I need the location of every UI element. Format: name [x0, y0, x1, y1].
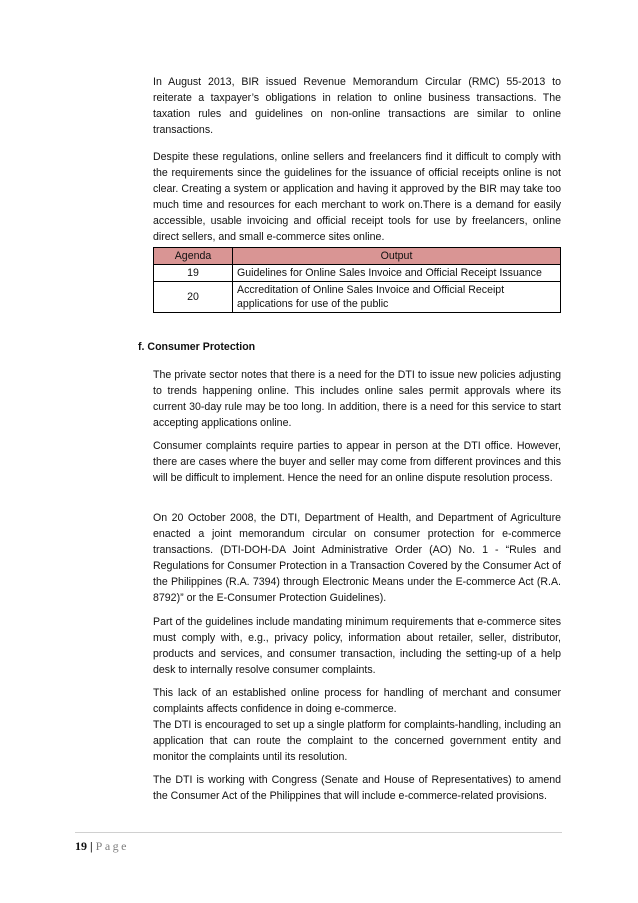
- paragraph-text: This lack of an established online process for handling of merchant and consumer complaints affects confidence in doing e-commerce.: [153, 687, 561, 715]
- paragraph-text: Despite these regulations, online sellers and freelancers find it difficult to comply with the requirements since the guidelines for the issuance of official receipts online is not clear. Creating a system or application and having it approved by the BIR may take too much time and resources for each merchant to work on.There is a demand for easily accessible, usable invoicing and official receipt tools for use by freelancers, online direct sellers, and small e-commerce sites online.: [153, 151, 561, 243]
- paragraph-text: On 20 October 2008, the DTI, Department of Health, and Department of Agriculture enacted a joint memorandum circular on consumer protection for e-commerce transactions. (DTI-DOH-DA Joint Administrative Order (AO) No. 1 - “Rules and Regulations for Consumer Protection in a Transaction Covered by the Consumer Act of the Philippines (R.A. 7394) through Electronic Means under the E-commerce Act (R.A. 8792)” or the E-Consumer Protection Guidelines).: [153, 512, 561, 604]
- output-cell: Guidelines for Online Sales Invoice and Official Receipt Issuance: [233, 265, 561, 282]
- paragraph-consumer-complaints: [153, 438, 561, 486]
- agenda-cell: 19: [154, 265, 233, 282]
- paragraph-private-sector: [153, 367, 561, 431]
- paragraph-text: Consumer complaints require parties to appear in person at the DTI office. However, there are cases where the buyer and seller may come from different provinces and this will be difficult to implement. Hence the need for an online dispute resolution process.: [153, 440, 561, 484]
- table-row: [154, 282, 561, 313]
- paragraph-lack-of-process: [153, 685, 561, 765]
- paragraph-bir-rmc: [153, 74, 561, 138]
- footer-separator: |: [87, 839, 96, 853]
- paragraph-text: Part of the guidelines include mandating minimum requirements that e-commerce sites must comply with, e.g., privacy policy, information about retailer, seller, distributor, products and services, and consumer transaction, including the setting-up of a help desk to internally resolve consumer complaints.: [153, 616, 561, 676]
- header-output: Output: [233, 248, 561, 265]
- paragraph-congress: [153, 772, 561, 804]
- footer-divider: [75, 832, 562, 833]
- agenda-output-table: [153, 247, 561, 313]
- paragraph-text: The private sector notes that there is a need for the DTI to issue new policies adjusting to trends happening online. This includes online sales permit approvals where its current 30-day rule may be too long. In addition, there is a need for this service to start accepting applications online.: [153, 369, 561, 429]
- table-header-row: [154, 248, 561, 265]
- paragraph-joint-memorandum: [153, 510, 561, 606]
- paragraph-text: In August 2013, BIR issued Revenue Memorandum Circular (RMC) 55-2013 to reiterate a taxpayer’s obligations in relation to online business transactions. The taxation rules and guidelines on non-online transactions are similar to online transactions.: [153, 76, 561, 136]
- output-cell: Accreditation of Online Sales Invoice and Official Receipt applications for use of the public: [233, 282, 561, 313]
- paragraph-text: The DTI is encouraged to set up a single platform for complaints-handling, including an application that can route the complaint to the concerned government entity and monitor the complaints until its resolution.: [153, 719, 561, 763]
- page-footer: [75, 838, 129, 854]
- paragraph-compliance-difficulty: [153, 149, 561, 245]
- agenda-cell: 20: [154, 282, 233, 313]
- section-heading-consumer-protection: f. Consumer Protection: [138, 341, 256, 353]
- page-number: 19: [75, 839, 87, 853]
- header-agenda: Agenda: [154, 248, 233, 265]
- paragraph-text: The DTI is working with Congress (Senate and House of Representatives) to amend the Consumer Act of the Philippines that will include e-commerce-related provisions.: [153, 774, 561, 802]
- paragraph-guidelines: [153, 614, 561, 678]
- table-row: [154, 265, 561, 282]
- page-label: Page: [95, 839, 129, 853]
